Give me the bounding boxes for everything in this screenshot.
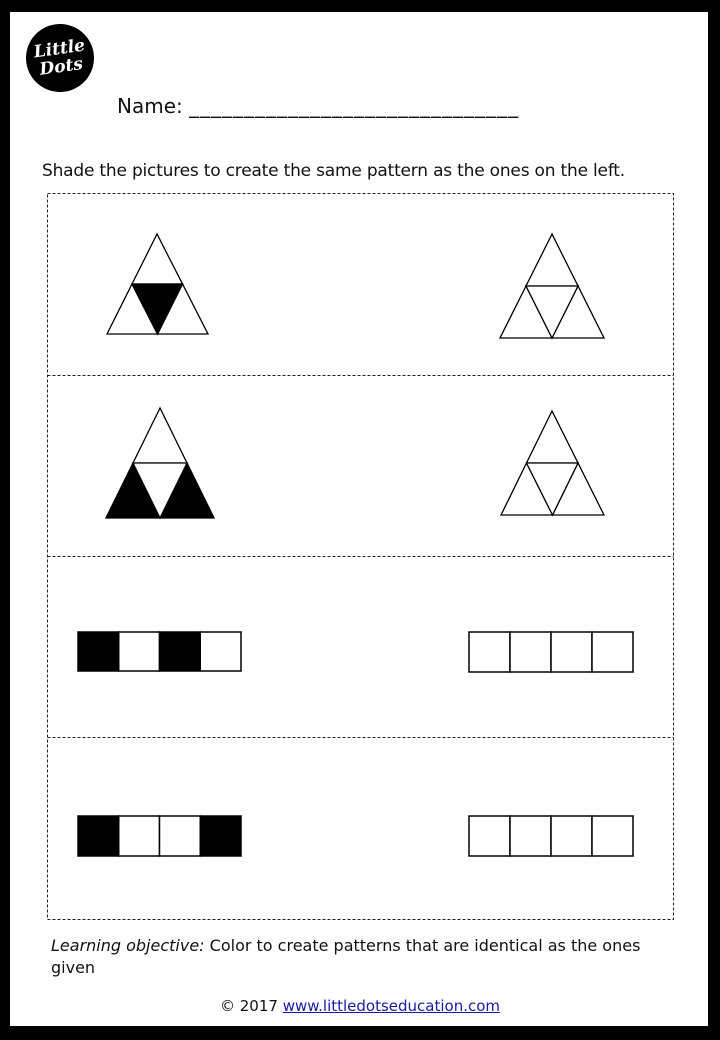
objective-text: Color to create patterns that are identical as the ones given xyxy=(51,936,641,977)
answer-square-2[interactable] xyxy=(510,816,551,856)
name-label: Name: xyxy=(117,94,183,118)
example-triangle-top xyxy=(133,408,187,463)
example-square-4 xyxy=(200,816,241,856)
logo-text: Little Dots xyxy=(32,35,87,80)
example-square-2 xyxy=(119,632,160,671)
answer-triangle-top[interactable] xyxy=(527,411,579,463)
answer-square-4[interactable] xyxy=(592,816,633,856)
website-link[interactable]: www.littledotseducation.com xyxy=(282,997,501,1015)
answer-square-4[interactable] xyxy=(592,632,633,672)
name-blank[interactable]: ______________________________ xyxy=(189,94,520,118)
learning-objective xyxy=(51,935,651,979)
example-triangle-top xyxy=(132,234,183,284)
footer xyxy=(0,997,720,1015)
answer-square-1[interactable] xyxy=(469,816,510,856)
answer-square-3[interactable] xyxy=(551,816,592,856)
example-square-3 xyxy=(160,632,201,671)
answer-square-3[interactable] xyxy=(551,632,592,672)
answer-square-2[interactable] xyxy=(510,632,551,672)
instructions: Shade the pictures to create the same pattern as the ones on the left. xyxy=(42,161,625,181)
example-square-1 xyxy=(78,816,119,856)
answer-square-1[interactable] xyxy=(469,632,510,672)
example-square-3 xyxy=(160,816,201,856)
copyright: © 2017 xyxy=(219,997,278,1015)
example-square-2 xyxy=(119,816,160,856)
answer-triangle-top[interactable] xyxy=(526,234,578,286)
example-square-1 xyxy=(78,632,119,671)
objective-label: Learning objective: xyxy=(51,936,205,955)
example-square-4 xyxy=(200,632,241,671)
